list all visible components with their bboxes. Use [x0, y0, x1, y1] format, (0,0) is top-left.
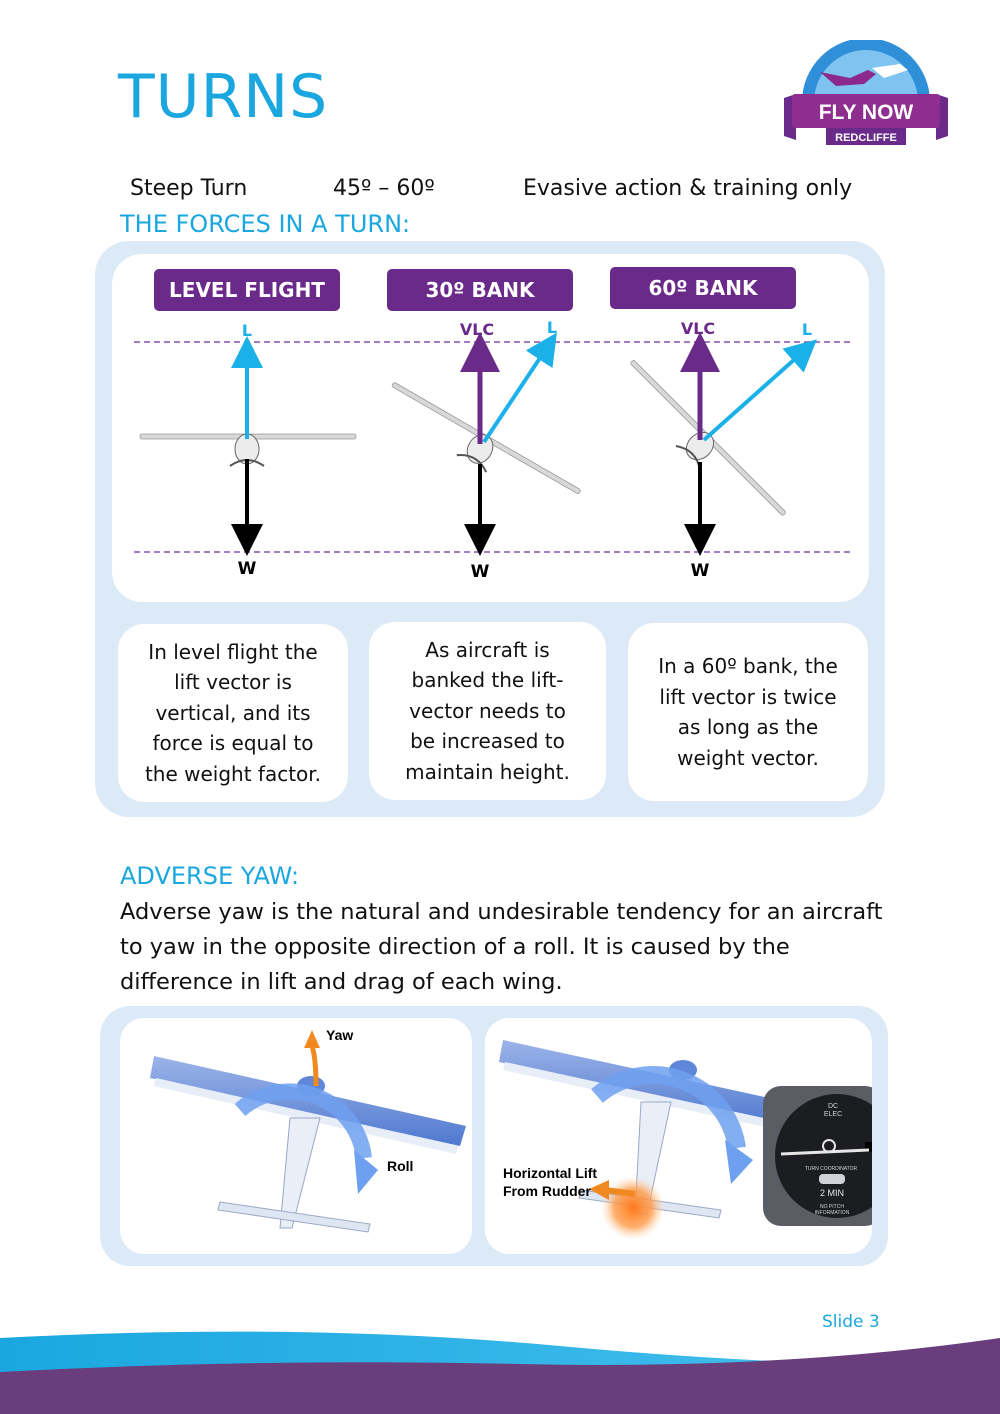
svg-text:L: L	[801, 320, 813, 339]
svg-text:VLC: VLC	[459, 320, 495, 339]
footer-wave	[0, 1328, 1000, 1414]
adverse-yaw-heading: ADVERSE YAW:	[120, 862, 300, 890]
svg-text:Yaw: Yaw	[326, 1027, 354, 1043]
forces-heading: THE FORCES IN A TURN:	[120, 210, 411, 238]
svg-text:L: L	[546, 318, 558, 337]
svg-text:NO PITCH: NO PITCH	[820, 1204, 844, 1210]
svg-text:ELEC: ELEC	[823, 1111, 843, 1118]
steep-turn-use: Evasive action & training only	[523, 176, 853, 201]
30-bank-note: As aircraft is banked the lift-vector needs to be increased to maintain height.	[369, 622, 606, 800]
level-flight-title: LEVEL FLIGHT	[154, 269, 340, 311]
turn-coordinator-icon	[763, 1086, 872, 1226]
rudder-illustration	[485, 1018, 872, 1254]
yaw-illustration	[120, 1018, 472, 1254]
svg-text:REDCLIFFE: REDCLIFFE	[835, 132, 897, 144]
svg-text:From Rudder: From Rudder	[503, 1183, 591, 1199]
svg-text:W: W	[690, 561, 710, 581]
svg-text:L: L	[241, 321, 253, 340]
yaw-arrow	[304, 1030, 320, 1048]
60-bank-note: In a 60º bank, the lift vector is twice as long as the weight vector.	[628, 623, 868, 801]
lift-arrow	[484, 346, 548, 442]
svg-text:W: W	[237, 559, 257, 579]
svg-text:Roll: Roll	[387, 1158, 414, 1174]
fly-now-logo	[780, 40, 952, 155]
svg-text:Horizontal Lift: Horizontal Lift	[503, 1165, 598, 1181]
svg-text:VLC: VLC	[680, 319, 716, 338]
steep-turn-label: Steep Turn	[130, 176, 248, 201]
svg-text:2 MIN: 2 MIN	[819, 1188, 845, 1198]
svg-text:DC: DC	[827, 1103, 839, 1110]
svg-text:INFORMATION: INFORMATION	[814, 1210, 850, 1216]
steep-turn-range: 45º – 60º	[333, 176, 435, 201]
slide-number: Slide 3	[822, 1312, 880, 1332]
svg-text:W: W	[470, 562, 490, 582]
svg-text:FLY NOW: FLY NOW	[818, 101, 914, 124]
level-flight-note: In level flight the lift vector is vertical, and its force is equal to the weight factor.	[118, 624, 348, 802]
page-title: TURNS	[118, 62, 329, 132]
svg-text:TURN COORDINATOR: TURN COORDINATOR	[804, 1166, 858, 1172]
adverse-yaw-body: Adverse yaw is the natural and undesirable tendency for an aircraft to yaw in the opposite direction of a roll. It is caused by the difference in lift and drag of each wing.	[120, 899, 883, 995]
lift-arrow	[704, 350, 805, 440]
30-bank-title: 30º BANK	[387, 269, 573, 311]
60-bank-title: 60º BANK	[610, 267, 796, 309]
